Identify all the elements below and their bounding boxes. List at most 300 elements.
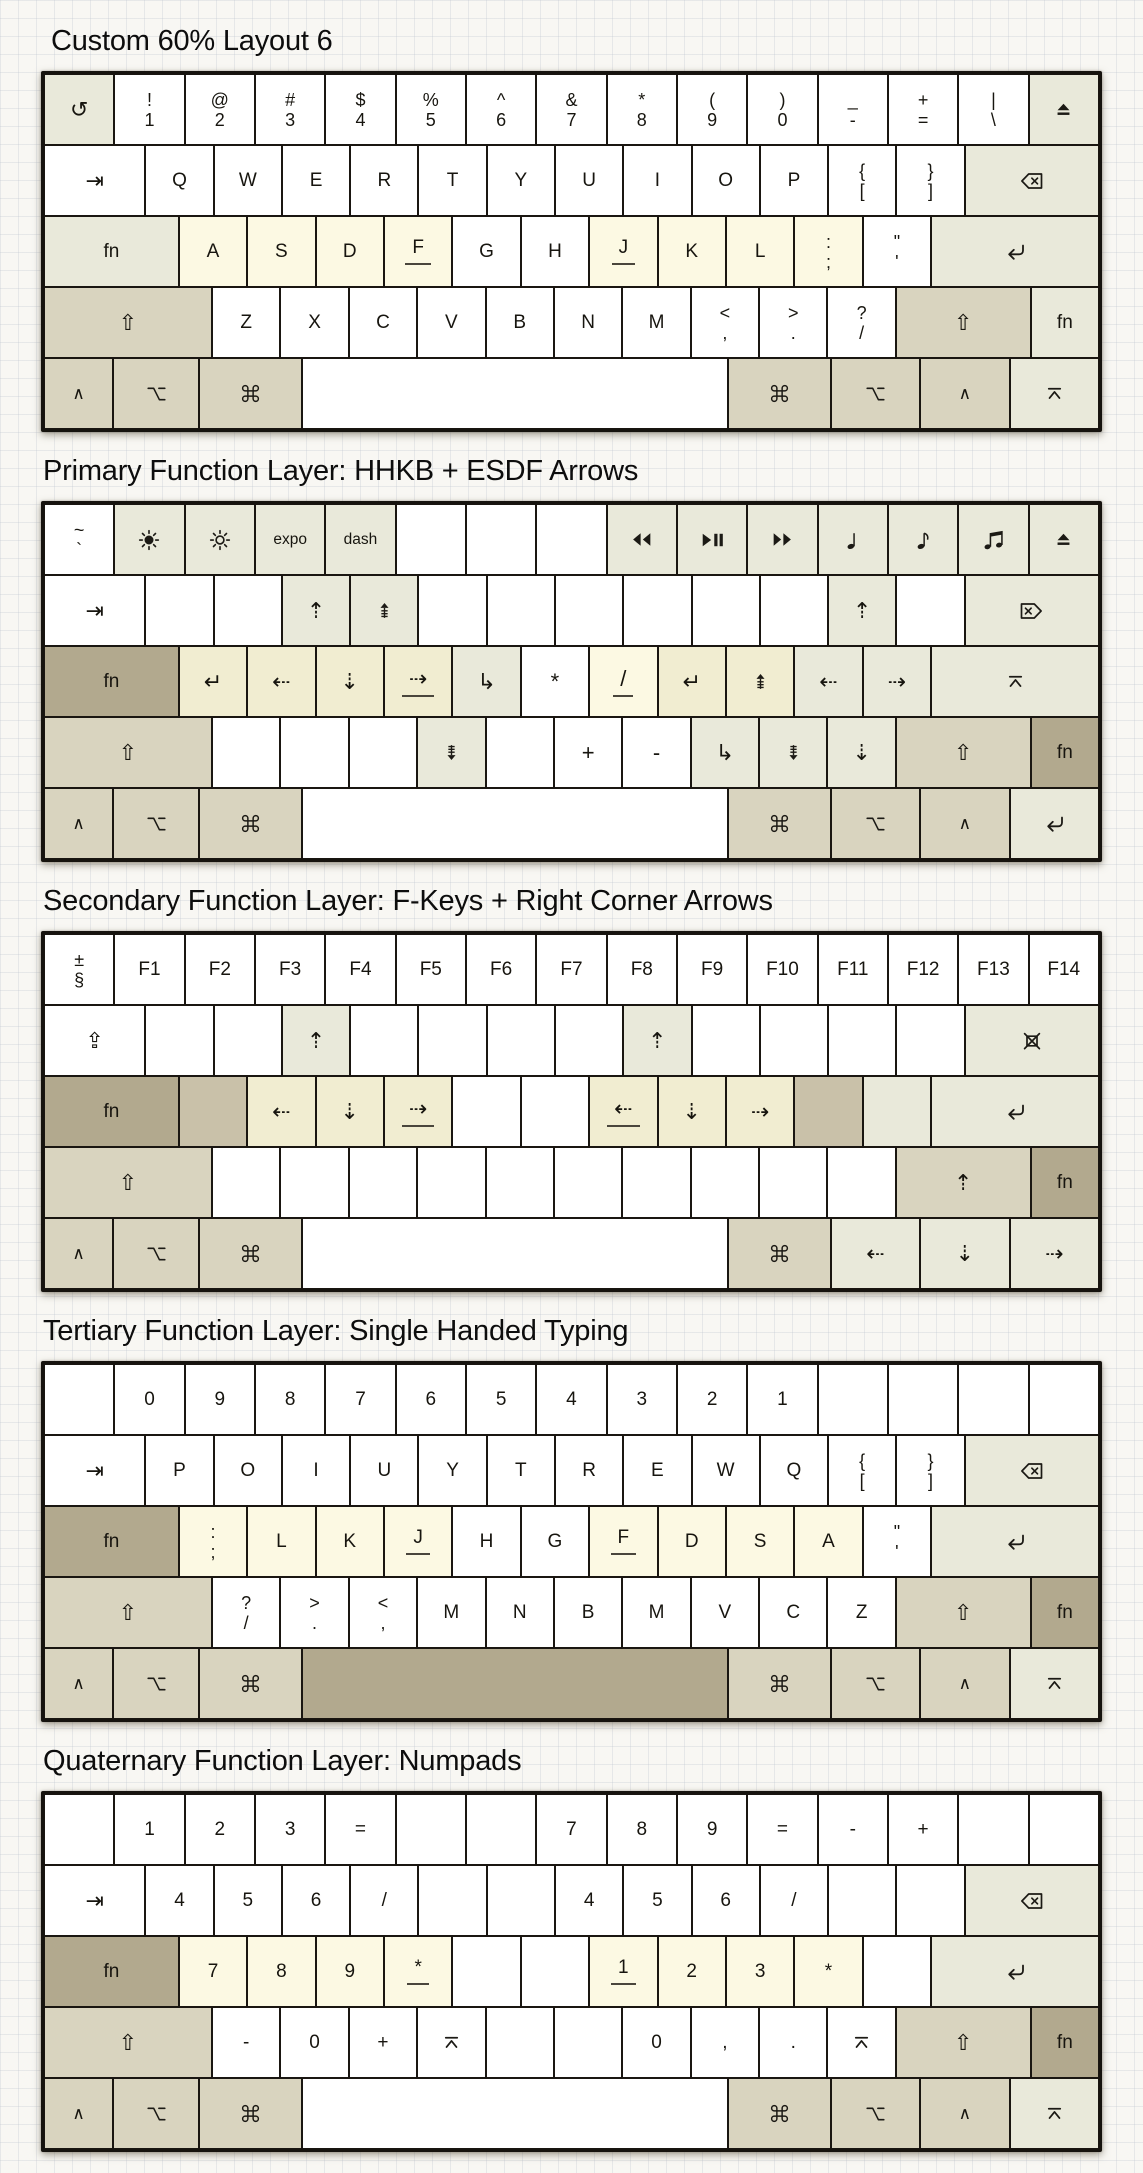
key-return[interactable] — [931, 1506, 1099, 1577]
key-command[interactable] — [728, 788, 831, 859]
key-arrow-up[interactable] — [282, 575, 350, 646]
key-arrow-right[interactable] — [1010, 1218, 1099, 1289]
key-f7[interactable] — [536, 934, 606, 1005]
key-fn[interactable] — [1031, 717, 1099, 788]
key-asterisk[interactable] — [521, 646, 589, 717]
key-control[interactable] — [920, 358, 1009, 429]
key-command[interactable] — [199, 1648, 302, 1719]
key-down-right-arrow[interactable] — [452, 646, 520, 717]
key-tab[interactable] — [44, 1865, 145, 1936]
key-option[interactable] — [831, 2078, 920, 2149]
key-pgup[interactable] — [350, 575, 418, 646]
key-8[interactable] — [607, 1794, 677, 1865]
key-s[interactable] — [726, 1506, 794, 1577]
key-blank[interactable] — [554, 1147, 622, 1218]
key-8[interactable] — [607, 74, 677, 145]
key-arrow-left[interactable] — [247, 1076, 315, 1147]
key-7[interactable] — [536, 1794, 606, 1865]
key-fn[interactable] — [1031, 2007, 1099, 2078]
key-control[interactable] — [44, 1218, 113, 1289]
key-note2[interactable] — [888, 504, 958, 575]
key-f12[interactable] — [888, 934, 958, 1005]
key-blank[interactable] — [44, 1364, 114, 1435]
key-control[interactable] — [920, 788, 1009, 859]
key-arrow-left[interactable] — [589, 1076, 657, 1147]
key-2[interactable] — [677, 1364, 747, 1435]
key-9[interactable] — [677, 1794, 747, 1865]
key-y[interactable] — [418, 1435, 486, 1506]
key-f2[interactable] — [185, 934, 255, 1005]
key-4[interactable] — [145, 1865, 213, 1936]
key-option[interactable] — [113, 1218, 199, 1289]
key-shift[interactable] — [896, 1577, 1031, 1648]
key-0[interactable] — [747, 74, 817, 145]
key-return-arrow[interactable] — [179, 646, 247, 717]
key-arrow-up[interactable] — [896, 1147, 1031, 1218]
key-e[interactable] — [282, 145, 350, 216]
key-v[interactable] — [417, 287, 485, 358]
key-f3[interactable] — [255, 934, 325, 1005]
key-m[interactable] — [417, 1577, 485, 1648]
key-blank[interactable] — [487, 1005, 555, 1076]
key-slash[interactable] — [589, 646, 657, 717]
key-asterisk[interactable] — [384, 1936, 452, 2007]
key-a[interactable] — [794, 1506, 862, 1577]
key-z[interactable] — [827, 1577, 895, 1648]
key-blank[interactable] — [212, 1147, 280, 1218]
key-blank[interactable] — [760, 1005, 828, 1076]
key-control[interactable] — [920, 2078, 1009, 2149]
key-down-right-arrow[interactable] — [691, 717, 759, 788]
key-p[interactable] — [145, 1435, 213, 1506]
key-undo[interactable] — [44, 74, 114, 145]
key-control[interactable] — [44, 1648, 113, 1719]
key-l[interactable] — [726, 216, 794, 287]
key-blank[interactable] — [521, 1936, 589, 2007]
key-slash[interactable] — [212, 1577, 280, 1648]
key-rbracket[interactable] — [896, 1435, 964, 1506]
key-7[interactable] — [325, 1364, 395, 1435]
key-e[interactable] — [623, 1435, 691, 1506]
key-arrow-down[interactable] — [316, 1076, 384, 1147]
key-3[interactable] — [607, 1364, 677, 1435]
key-c[interactable] — [349, 287, 417, 358]
key-slash[interactable] — [350, 1865, 418, 1936]
key-arrow-up[interactable] — [828, 575, 896, 646]
key-tab[interactable] — [44, 1435, 145, 1506]
key-fn[interactable] — [44, 646, 179, 717]
key-backslash[interactable] — [958, 74, 1028, 145]
key-shift[interactable] — [896, 287, 1031, 358]
key-control[interactable] — [920, 1648, 1009, 1719]
key-blank[interactable] — [486, 2007, 554, 2078]
key-0[interactable] — [114, 1364, 184, 1435]
key-blank[interactable] — [212, 717, 280, 788]
key-f1[interactable] — [114, 934, 184, 1005]
key-arrow-down[interactable] — [316, 646, 384, 717]
key-minus[interactable] — [622, 717, 690, 788]
key-enter[interactable] — [827, 2007, 895, 2078]
key-h[interactable] — [452, 1506, 520, 1577]
key-return[interactable] — [931, 216, 1099, 287]
key-command[interactable] — [199, 1218, 302, 1289]
key-1[interactable] — [114, 1794, 184, 1865]
key-backspace[interactable] — [965, 1865, 1100, 1936]
key-fn[interactable] — [1031, 287, 1099, 358]
key-blank[interactable] — [896, 1865, 964, 1936]
key-return-arrow[interactable] — [658, 646, 726, 717]
key-sunline[interactable] — [185, 504, 255, 575]
key-blank[interactable] — [958, 1364, 1028, 1435]
key-shift[interactable] — [44, 2007, 212, 2078]
key-blank[interactable] — [466, 504, 536, 575]
key-4[interactable] — [325, 74, 395, 145]
key-6[interactable] — [396, 1364, 466, 1435]
key-blank[interactable] — [622, 1147, 690, 1218]
key-q[interactable] — [760, 1435, 828, 1506]
key-5[interactable] — [623, 1865, 691, 1936]
key-blank[interactable] — [521, 1076, 589, 1147]
key-blank[interactable] — [623, 575, 691, 646]
key-g[interactable] — [452, 216, 520, 287]
key-2[interactable] — [658, 1936, 726, 2007]
key-pgdn[interactable] — [759, 717, 827, 788]
key-return[interactable] — [1010, 788, 1099, 859]
key-blank[interactable] — [466, 1794, 536, 1865]
key-r[interactable] — [555, 1435, 623, 1506]
key-blank[interactable] — [554, 2007, 622, 2078]
key-d[interactable] — [316, 216, 384, 287]
key-blank[interactable] — [759, 1147, 827, 1218]
key-plus[interactable] — [554, 717, 622, 788]
key-blank[interactable] — [280, 1147, 348, 1218]
key-blank[interactable] — [452, 1936, 520, 2007]
key-j[interactable] — [589, 216, 657, 287]
key-f13[interactable] — [958, 934, 1028, 1005]
key-option[interactable] — [113, 788, 199, 859]
key-arrow-left[interactable] — [794, 646, 862, 717]
key-quote[interactable] — [863, 216, 931, 287]
key-9[interactable] — [677, 74, 747, 145]
key-plus[interactable] — [349, 2007, 417, 2078]
key-t[interactable] — [418, 145, 486, 216]
key-enter[interactable] — [931, 646, 1099, 717]
key-period[interactable] — [759, 2007, 827, 2078]
key-n[interactable] — [554, 287, 622, 358]
key-minus[interactable] — [818, 74, 888, 145]
key-8[interactable] — [247, 1936, 315, 2007]
key-control[interactable] — [44, 788, 113, 859]
key-blank[interactable] — [349, 717, 417, 788]
key-semicolon[interactable] — [794, 216, 862, 287]
key-f4[interactable] — [325, 934, 395, 1005]
key-comma[interactable] — [691, 287, 759, 358]
key-f5[interactable] — [396, 934, 466, 1005]
key-0[interactable] — [280, 2007, 348, 2078]
key-blank[interactable] — [896, 1005, 964, 1076]
key-blank[interactable] — [44, 1794, 114, 1865]
key-j[interactable] — [384, 1506, 452, 1577]
key-backspace[interactable] — [965, 145, 1100, 216]
key-blank[interactable] — [214, 1005, 282, 1076]
key-f8[interactable] — [607, 934, 677, 1005]
key-k[interactable] — [316, 1506, 384, 1577]
key-expo[interactable] — [255, 504, 325, 575]
key-tab[interactable] — [44, 145, 145, 216]
key-f[interactable] — [589, 1506, 657, 1577]
key-arrow-up[interactable] — [282, 1005, 350, 1076]
key-w[interactable] — [692, 1435, 760, 1506]
key-option[interactable] — [113, 1648, 199, 1719]
key-fn[interactable] — [1031, 1577, 1099, 1648]
key-ff[interactable] — [747, 504, 817, 575]
key-fn[interactable] — [44, 1936, 179, 2007]
key-note3[interactable] — [958, 504, 1028, 575]
key-5[interactable] — [214, 1865, 282, 1936]
key-v[interactable] — [691, 1577, 759, 1648]
key-minus[interactable] — [818, 1794, 888, 1865]
key-pgup[interactable] — [726, 646, 794, 717]
key-enter[interactable] — [1010, 1648, 1099, 1719]
key-shift[interactable] — [896, 2007, 1031, 2078]
key-control[interactable] — [44, 358, 113, 429]
key-eject[interactable] — [1029, 504, 1099, 575]
key-section[interactable] — [44, 934, 114, 1005]
key-shift[interactable] — [44, 1577, 212, 1648]
key-blank[interactable] — [145, 1005, 213, 1076]
key-5[interactable] — [466, 1364, 536, 1435]
key-blank[interactable] — [417, 1147, 485, 1218]
key-rbracket[interactable] — [896, 145, 964, 216]
key-6[interactable] — [692, 1865, 760, 1936]
key-blank[interactable] — [863, 1076, 931, 1147]
key-blank[interactable] — [828, 1005, 896, 1076]
key-y[interactable] — [487, 145, 555, 216]
key-sunfill[interactable] — [114, 504, 184, 575]
key-m[interactable] — [622, 1577, 690, 1648]
key-1[interactable] — [114, 74, 184, 145]
key-f14[interactable] — [1029, 934, 1099, 1005]
key-asterisk[interactable] — [794, 1936, 862, 2007]
key-4[interactable] — [555, 1865, 623, 1936]
key-option[interactable] — [113, 358, 199, 429]
key-f[interactable] — [384, 216, 452, 287]
key-arrow-left[interactable] — [247, 646, 315, 717]
key-blank[interactable] — [349, 1147, 417, 1218]
key-k[interactable] — [658, 216, 726, 287]
key-0[interactable] — [622, 2007, 690, 2078]
key-fn[interactable] — [1031, 1147, 1099, 1218]
key-blank[interactable] — [692, 575, 760, 646]
key-d[interactable] — [658, 1506, 726, 1577]
key-tab[interactable] — [44, 575, 145, 646]
key-control[interactable] — [44, 2078, 113, 2149]
key-shift[interactable] — [44, 1147, 212, 1218]
key-r[interactable] — [350, 145, 418, 216]
key-blank[interactable] — [452, 1076, 520, 1147]
key-enter[interactable] — [1010, 2078, 1099, 2149]
key-arrow-right[interactable] — [726, 1076, 794, 1147]
key-blank[interactable] — [418, 575, 486, 646]
key-clearbox[interactable] — [965, 1005, 1100, 1076]
key-blank[interactable] — [487, 575, 555, 646]
key-minus[interactable] — [212, 2007, 280, 2078]
key-space[interactable] — [302, 1648, 728, 1719]
key-f11[interactable] — [818, 934, 888, 1005]
key-arrow-up[interactable] — [623, 1005, 691, 1076]
key-slash[interactable] — [827, 287, 895, 358]
key-blank[interactable] — [863, 1936, 931, 2007]
key-blank[interactable] — [214, 575, 282, 646]
key-9[interactable] — [185, 1364, 255, 1435]
key-blank[interactable] — [280, 717, 348, 788]
key-space[interactable] — [302, 788, 728, 859]
key-blank[interactable] — [396, 1794, 466, 1865]
key-6[interactable] — [282, 1865, 350, 1936]
key-x[interactable] — [280, 287, 348, 358]
key-space[interactable] — [302, 358, 728, 429]
key-blank[interactable] — [1029, 1794, 1099, 1865]
key-option[interactable] — [831, 1648, 920, 1719]
key-h[interactable] — [521, 216, 589, 287]
key-blank[interactable] — [958, 1794, 1028, 1865]
key-dash[interactable] — [325, 504, 395, 575]
key-option[interactable] — [113, 2078, 199, 2149]
key-blank[interactable] — [418, 1005, 486, 1076]
key-fn[interactable] — [44, 1076, 179, 1147]
key-blank[interactable] — [179, 1076, 247, 1147]
key-command[interactable] — [728, 2078, 831, 2149]
key-t[interactable] — [487, 1435, 555, 1506]
key-blank[interactable] — [418, 1865, 486, 1936]
key-lbracket[interactable] — [828, 1435, 896, 1506]
key-l[interactable] — [247, 1506, 315, 1577]
key-arrow-down[interactable] — [658, 1076, 726, 1147]
key-1[interactable] — [747, 1364, 817, 1435]
key-playpause[interactable] — [677, 504, 747, 575]
key-f6[interactable] — [466, 934, 536, 1005]
key-blank[interactable] — [536, 504, 606, 575]
key-grave[interactable] — [44, 504, 114, 575]
key-blank[interactable] — [760, 575, 828, 646]
key-blank[interactable] — [896, 575, 964, 646]
key-comma[interactable] — [349, 1577, 417, 1648]
key-a[interactable] — [179, 216, 247, 287]
key-blank[interactable] — [487, 1865, 555, 1936]
key-6[interactable] — [466, 74, 536, 145]
key-blank[interactable] — [350, 1005, 418, 1076]
key-enter[interactable] — [417, 2007, 485, 2078]
key-space[interactable] — [302, 1218, 728, 1289]
key-blank[interactable] — [818, 1364, 888, 1435]
key-pgdn[interactable] — [417, 717, 485, 788]
key-s[interactable] — [247, 216, 315, 287]
key-4[interactable] — [536, 1364, 606, 1435]
key-return[interactable] — [931, 1936, 1099, 2007]
key-blank[interactable] — [888, 1364, 958, 1435]
key-shift[interactable] — [896, 717, 1031, 788]
key-blank[interactable] — [794, 1076, 862, 1147]
key-f9[interactable] — [677, 934, 747, 1005]
key-o[interactable] — [692, 145, 760, 216]
key-b[interactable] — [486, 287, 554, 358]
key-arrow-right[interactable] — [384, 646, 452, 717]
key-plus[interactable] — [888, 1794, 958, 1865]
key-5[interactable] — [396, 74, 466, 145]
key-blank[interactable] — [396, 504, 466, 575]
key-shift[interactable] — [44, 717, 212, 788]
key-command[interactable] — [728, 1648, 831, 1719]
key-delfwd[interactable] — [965, 575, 1100, 646]
key-command[interactable] — [199, 2078, 302, 2149]
key-i[interactable] — [623, 145, 691, 216]
key-note1[interactable] — [818, 504, 888, 575]
key-blank[interactable] — [555, 575, 623, 646]
key-3[interactable] — [255, 1794, 325, 1865]
key-n[interactable] — [486, 1577, 554, 1648]
key-blank[interactable] — [827, 1147, 895, 1218]
key-space[interactable] — [302, 2078, 728, 2149]
key-equals[interactable] — [747, 1794, 817, 1865]
key-quote[interactable] — [863, 1506, 931, 1577]
key-arrow-down[interactable] — [827, 717, 895, 788]
key-backspace[interactable] — [965, 1435, 1100, 1506]
key-arrow-left[interactable] — [831, 1218, 920, 1289]
key-eject[interactable] — [1029, 74, 1099, 145]
key-slash[interactable] — [760, 1865, 828, 1936]
key-lbracket[interactable] — [828, 145, 896, 216]
key-b[interactable] — [554, 1577, 622, 1648]
key-q[interactable] — [145, 145, 213, 216]
key-semicolon[interactable] — [179, 1506, 247, 1577]
key-g[interactable] — [521, 1506, 589, 1577]
key-w[interactable] — [214, 145, 282, 216]
key-caps-lock[interactable] — [44, 1005, 145, 1076]
key-arrow-right[interactable] — [384, 1076, 452, 1147]
key-equals[interactable] — [325, 1794, 395, 1865]
key-blank[interactable] — [828, 1865, 896, 1936]
key-p[interactable] — [760, 145, 828, 216]
key-blank[interactable] — [691, 1147, 759, 1218]
key-command[interactable] — [199, 358, 302, 429]
key-command[interactable] — [199, 788, 302, 859]
key-z[interactable] — [212, 287, 280, 358]
key-c[interactable] — [759, 1577, 827, 1648]
key-blank[interactable] — [145, 575, 213, 646]
key-8[interactable] — [255, 1364, 325, 1435]
key-blank[interactable] — [486, 1147, 554, 1218]
key-m[interactable] — [622, 287, 690, 358]
key-3[interactable] — [255, 74, 325, 145]
key-o[interactable] — [214, 1435, 282, 1506]
key-arrow-right[interactable] — [863, 646, 931, 717]
key-u[interactable] — [555, 145, 623, 216]
key-blank[interactable] — [692, 1005, 760, 1076]
key-u[interactable] — [350, 1435, 418, 1506]
key-9[interactable] — [316, 1936, 384, 2007]
key-enter[interactable] — [1010, 358, 1099, 429]
key-f10[interactable] — [747, 934, 817, 1005]
key-2[interactable] — [185, 74, 255, 145]
key-period[interactable] — [280, 1577, 348, 1648]
key-fn[interactable] — [44, 216, 179, 287]
key-option[interactable] — [831, 788, 920, 859]
key-7[interactable] — [179, 1936, 247, 2007]
key-return[interactable] — [931, 1076, 1099, 1147]
key-arrow-down[interactable] — [920, 1218, 1009, 1289]
key-rew[interactable] — [607, 504, 677, 575]
key-2[interactable] — [185, 1794, 255, 1865]
